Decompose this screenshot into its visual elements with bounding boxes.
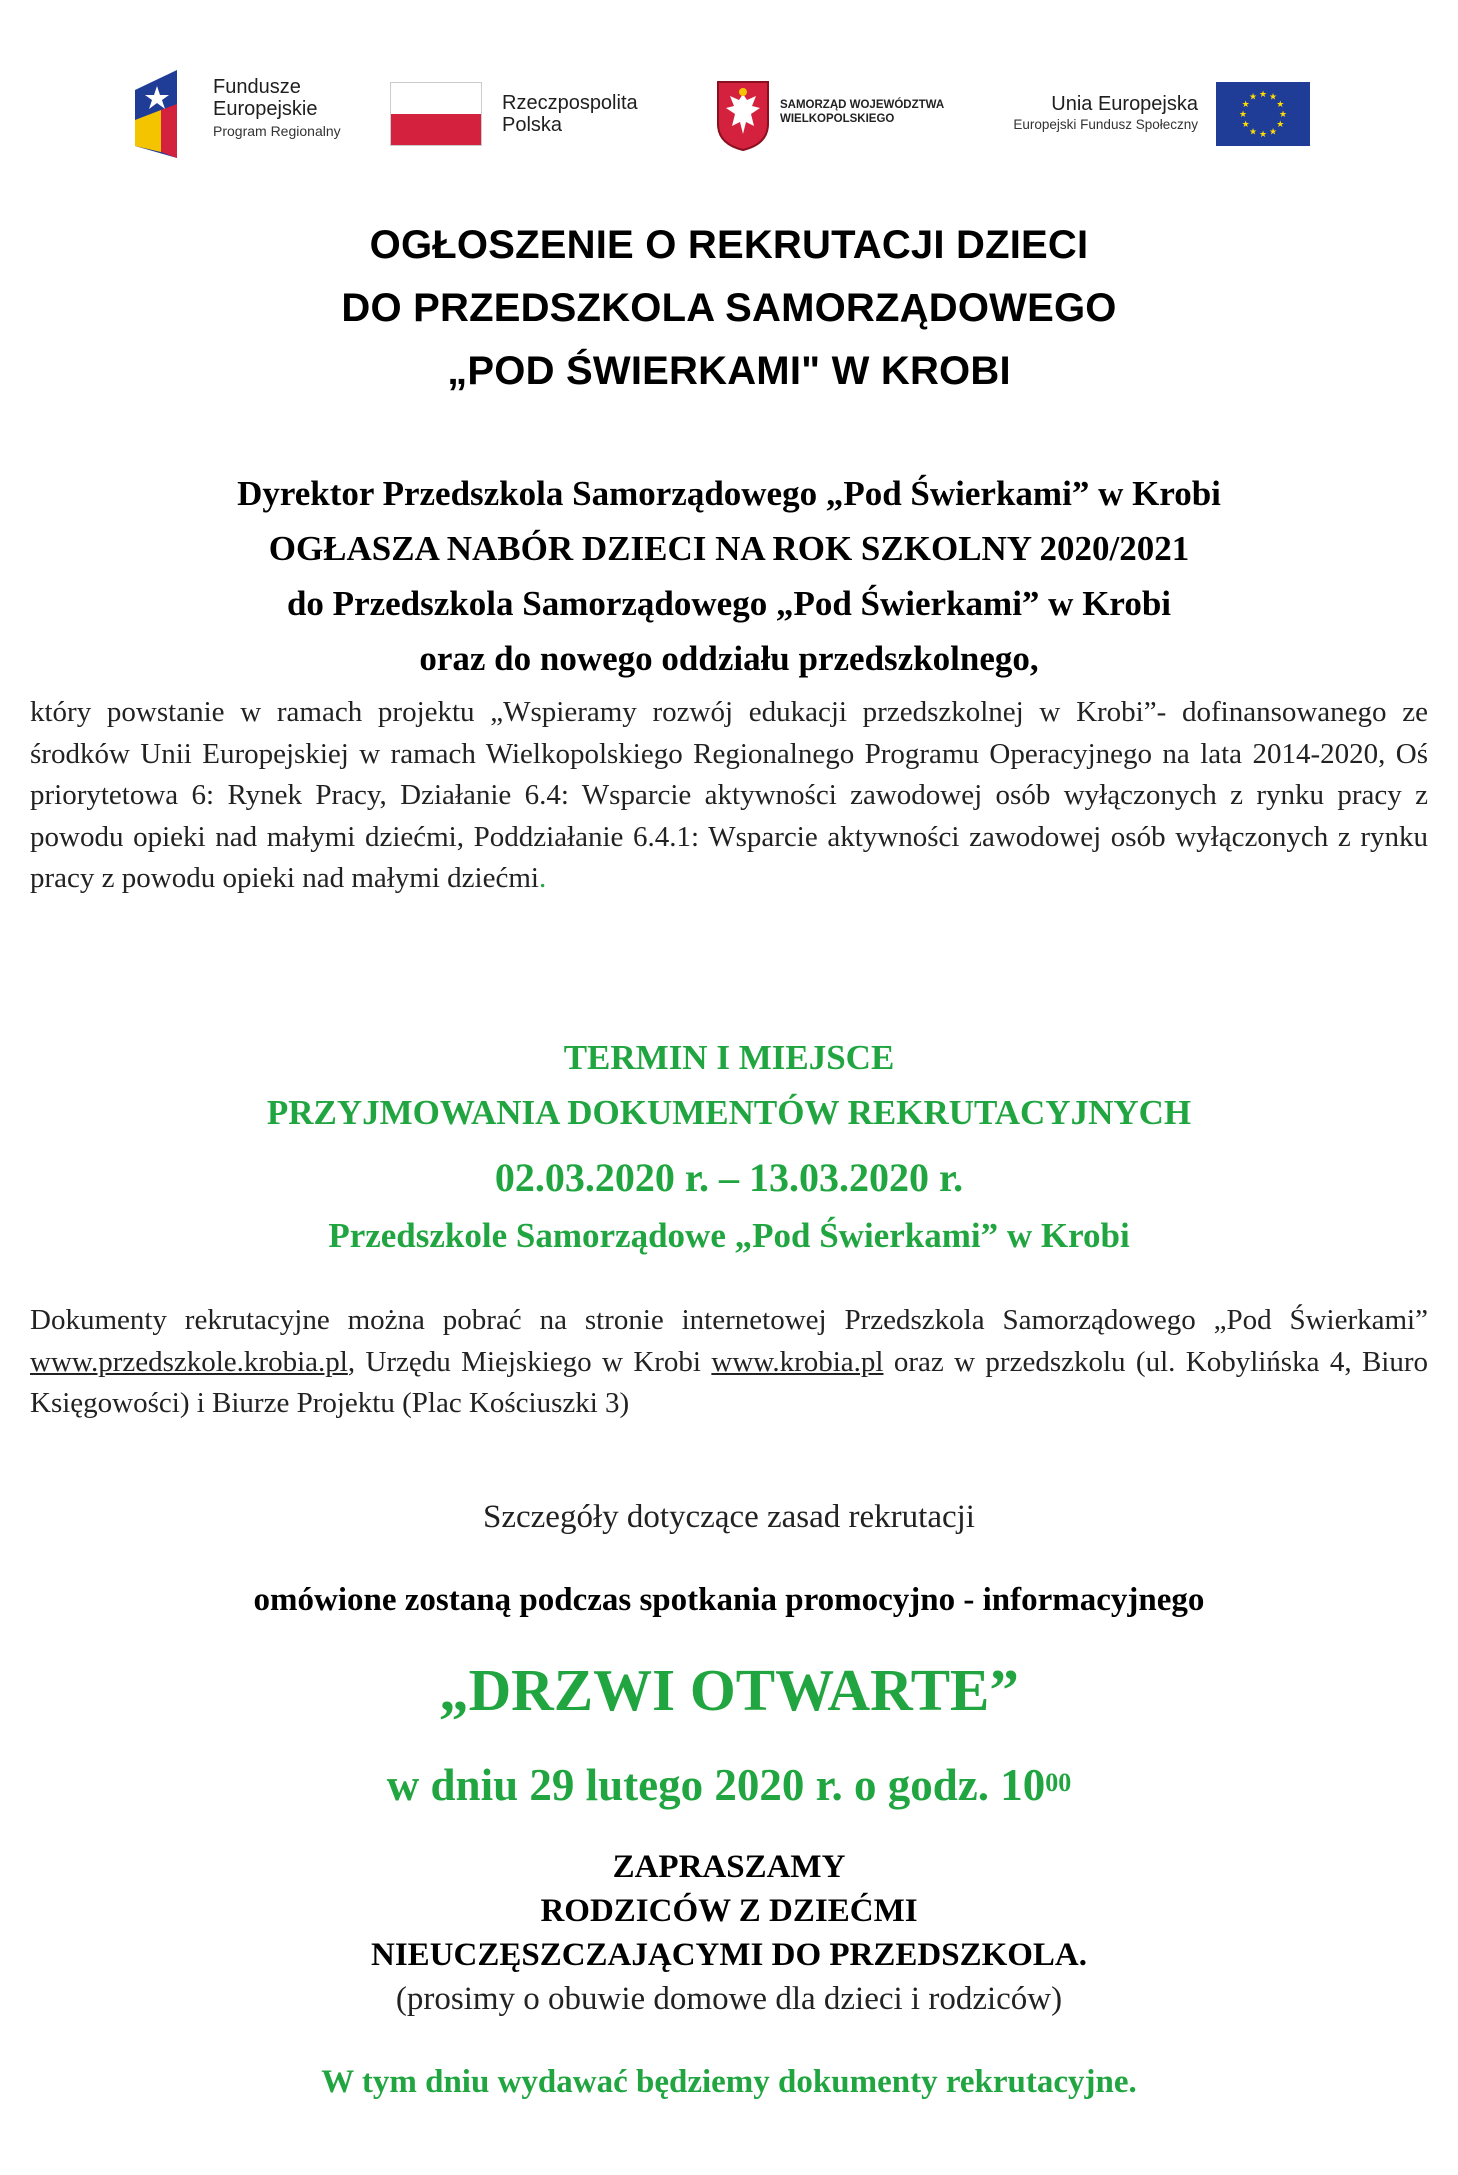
invite-line2: RODZICÓW Z DZIEĆMI — [540, 1893, 918, 1929]
title-line3: „POD ŚWIERKAMI" W KROBI — [447, 349, 1011, 393]
intro-heading — [0, 466, 1458, 686]
page-title — [0, 214, 1458, 403]
invite-block — [0, 1845, 1458, 1977]
samorzad-wojewodztwa-logo — [716, 80, 956, 152]
svg-text:★: ★ — [1248, 92, 1258, 103]
fundusze-europejskie-icon — [133, 68, 195, 158]
sw-text — [780, 98, 944, 126]
event-date-text: w dniu 29 lutego 2020 r. o godz. 10 — [386, 1760, 1046, 1810]
project-paragraph-end: . — [538, 862, 547, 894]
fe-line2: Europejskie — [213, 98, 318, 120]
eu-flag-icon — [1216, 82, 1310, 146]
svg-text:★: ★ — [1238, 110, 1248, 120]
svg-text:★: ★ — [1278, 110, 1288, 120]
details-line2: omówione zostaną podczas spotkania promocyjno - informacyjnego — [253, 1582, 1205, 1618]
svg-text:★: ★ — [1258, 130, 1268, 140]
documents-paragraph — [30, 1300, 1428, 1425]
termin-heading — [0, 1030, 1458, 1140]
svg-text:★: ★ — [1268, 127, 1278, 138]
krobia-link[interactable]: www.krobia.pl — [711, 1345, 884, 1378]
intro-line3: do Przedszkola Samorządowego „Pod Świerkami” w Krobi — [286, 584, 1172, 623]
ue-text — [1013, 92, 1198, 134]
przedszkole-link[interactable]: www.przedszkole.krobia.pl — [30, 1345, 348, 1378]
event-date — [0, 1752, 1458, 1818]
fe-text — [213, 76, 341, 142]
documents-text3: oraz w przedszkolu (ul. Kobylińska 4, Biuro Księgowości) i Biurze Projektu (Plac Kościuszki 3) — [30, 1345, 1429, 1419]
fe-line3: Program Regionalny — [213, 123, 341, 139]
termin-line2: PRZYJMOWANIA DOKUMENTÓW REKRUTACYJNYCH — [266, 1093, 1192, 1132]
termin-line1: TERMIN I MIEJSCE — [563, 1038, 895, 1077]
eu-stars-icon — [1216, 82, 1310, 146]
invite-line1: ZAPRASZAMY — [612, 1849, 846, 1885]
sw-line1: SAMORZĄD WOJEWÓDZTWA — [780, 99, 945, 111]
intro-line4: oraz do nowego oddziału przedszkolnego, — [419, 639, 1039, 678]
documents-text1: Dokumenty rekrutacyjne można pobrać na stronie internetowej Przedszkola Samorządowego „Pod Świerkami” — [30, 1304, 1428, 1336]
svg-text:★: ★ — [1268, 92, 1278, 103]
eagle-crest-icon — [716, 80, 770, 152]
termin-dates: 02.03.2020 r. – 13.03.2020 r. — [494, 1155, 964, 1200]
svg-text:★: ★ — [1241, 120, 1250, 130]
project-paragraph-text: który powstanie w ramach projektu „Wspieramy rozwój edukacji przedszkolnej w Krobi”- dofinansowanego ze środków Unii Europejskiej w ramach Wielkopolskiego Regionalnego Programu Operacyjnego na lata 2014-2020, Oś priorytetowa 6: Rynek Pracy, Działanie 6.4: Wsparcie aktywności zawodowej osób wyłączonych z rynku pracy z powodu opieki nad małymi dziećmi, Poddziałanie 6.4.1: Wsparcie aktywności zawodowej osób wyłączonych z rynku pracy z powodu opieki nad małymi dziećmi — [30, 696, 1428, 894]
invite-note: (prosimy o obuwie domowe dla dzieci i rodziców) — [395, 1981, 1063, 2017]
logo-bar — [0, 0, 1458, 190]
title-line2: DO PRZEDSZKOLA SAMORZĄDOWEGO — [341, 286, 1117, 330]
closing-line: W tym dniu wydawać będziemy dokumenty rekrutacyjne. — [321, 2064, 1137, 2100]
rp-text — [502, 92, 638, 136]
rp-line2: Polska — [502, 114, 563, 136]
svg-text:★: ★ — [1276, 100, 1285, 110]
svg-text:★: ★ — [1258, 90, 1268, 100]
ue-line1: Unia Europejska — [1051, 93, 1198, 115]
rzeczpospolita-polska-logo — [390, 82, 680, 152]
intro-line2: OGŁASZA NABÓR DZIECI NA ROK SZKOLNY 2020/2021 — [268, 529, 1190, 568]
termin-place: Przedszkole Samorządowe „Pod Świerkami” w Krobi — [328, 1216, 1130, 1255]
event-date-sup: 00 — [1045, 1768, 1072, 1797]
invite-line3: NIEUCZĘSZCZAJĄCYMI DO PRZEDSZKOLA. — [370, 1937, 1088, 1973]
sw-line2: WIELKOPOLSKIEGO — [780, 113, 895, 125]
rp-line1: Rzeczpospolita — [502, 92, 638, 114]
fundusze-europejskie-logo — [133, 68, 373, 158]
polish-flag-icon — [390, 82, 482, 146]
details-line1: Szczegóły dotyczące zasad rekrutacji — [483, 1499, 975, 1535]
ue-line2: Europejski Fundusz Społeczny — [1013, 117, 1198, 132]
svg-text:★: ★ — [1248, 127, 1258, 138]
event-name: „DRZWI OTWARTE” — [439, 1657, 1019, 1723]
title-line1: OGŁOSZENIE O REKRUTACJI DZIECI — [369, 223, 1089, 267]
fe-line1: Fundusze — [213, 76, 301, 98]
project-paragraph — [30, 692, 1428, 900]
documents-text2: , Urzędu Miejskiego w Krobi — [347, 1345, 701, 1378]
svg-text:★: ★ — [1241, 100, 1250, 110]
unia-europejska-logo — [990, 82, 1310, 148]
intro-line1: Dyrektor Przedszkola Samorządowego „Pod Świerkami” w Krobi — [237, 474, 1221, 513]
svg-text:★: ★ — [1276, 120, 1285, 130]
